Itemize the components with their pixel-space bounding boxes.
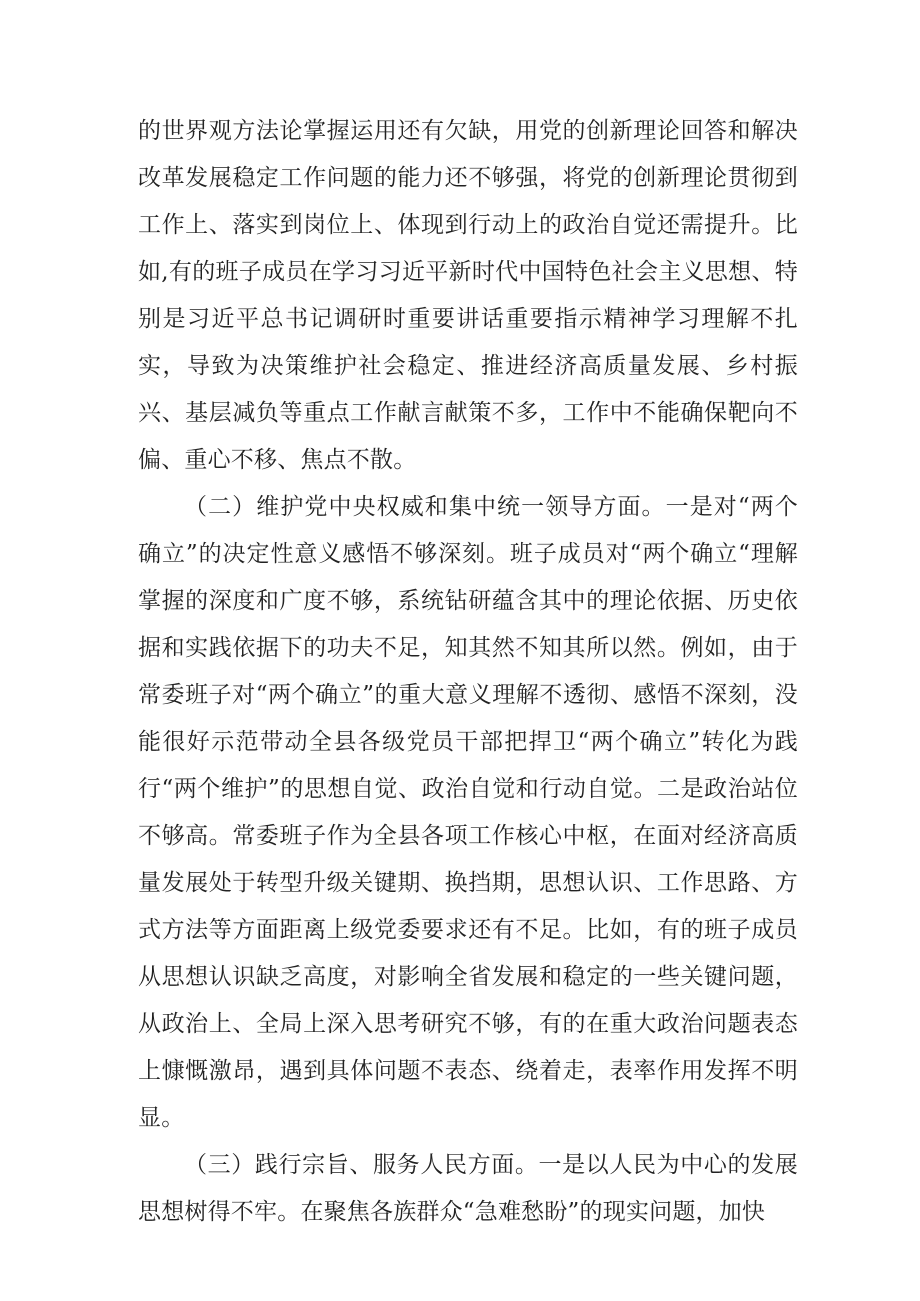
document-body	[138, 108, 798, 1236]
paragraph-section-two: （二）维护党中央权威和集中统一领导方面。一是对“两个确立”的决定性意义感悟不够深刻。班子成员对“两个确立“理解掌握的深度和广度不够，系统钻研蕴含其中的理论依据、历史依据和实践依据下的功夫不足，知其然不知其所以然。例如，由于常委班子对“两个确立”的重大意义理解不透彻、感悟不深刻，没能很好示范带动全县各级党员干部把捍卫“两个确立”转化为践行“两个维护”的思想自觉、政治自觉和行动自觉。二是政治站位不够高。常委班子作为全县各项工作核心中枢，在面对经济高质量发展处于转型升级关键期、换挡期，思想认识、工作思路、方式方法等方面距离上级党委要求还有不足。比如，有的班子成员从思想认识缺乏高度，对影响全省发展和稳定的一些关键问题，从政治上、全局上深入思考研究不够，有的在重大政治问题表态上慷慨激昂，遇到具体问题不表态、绕着走，表率作用发挥不明显。	[138, 494, 798, 1131]
paragraph-continuation: 的世界观方法论掌握运用还有欠缺，用党的创新理论回答和解决改革发展稳定工作问题的能力还不够强，将党的创新理论贯彻到工作上、落实到岗位上、体现到行动上的政治自觉还需提升。比如,有的班子成员在学习习近平新时代中国特色社会主义思想、特别是习近平总书记调研时重要讲话重要指示精神学习理解不扎实，导致为决策维护社会稳定、推进经济高质量发展、乡村振兴、基层减负等重点工作献言献策不多，工作中不能确保靶向不偏、重心不移、焦点不散。	[138, 118, 798, 473]
paragraph-section-three: （三）践行宗旨、服务人民方面。一是以人民为中心的发展思想树得不牢。在聚焦各族群众“急难愁盼”的现实问题，加快	[138, 1152, 798, 1225]
